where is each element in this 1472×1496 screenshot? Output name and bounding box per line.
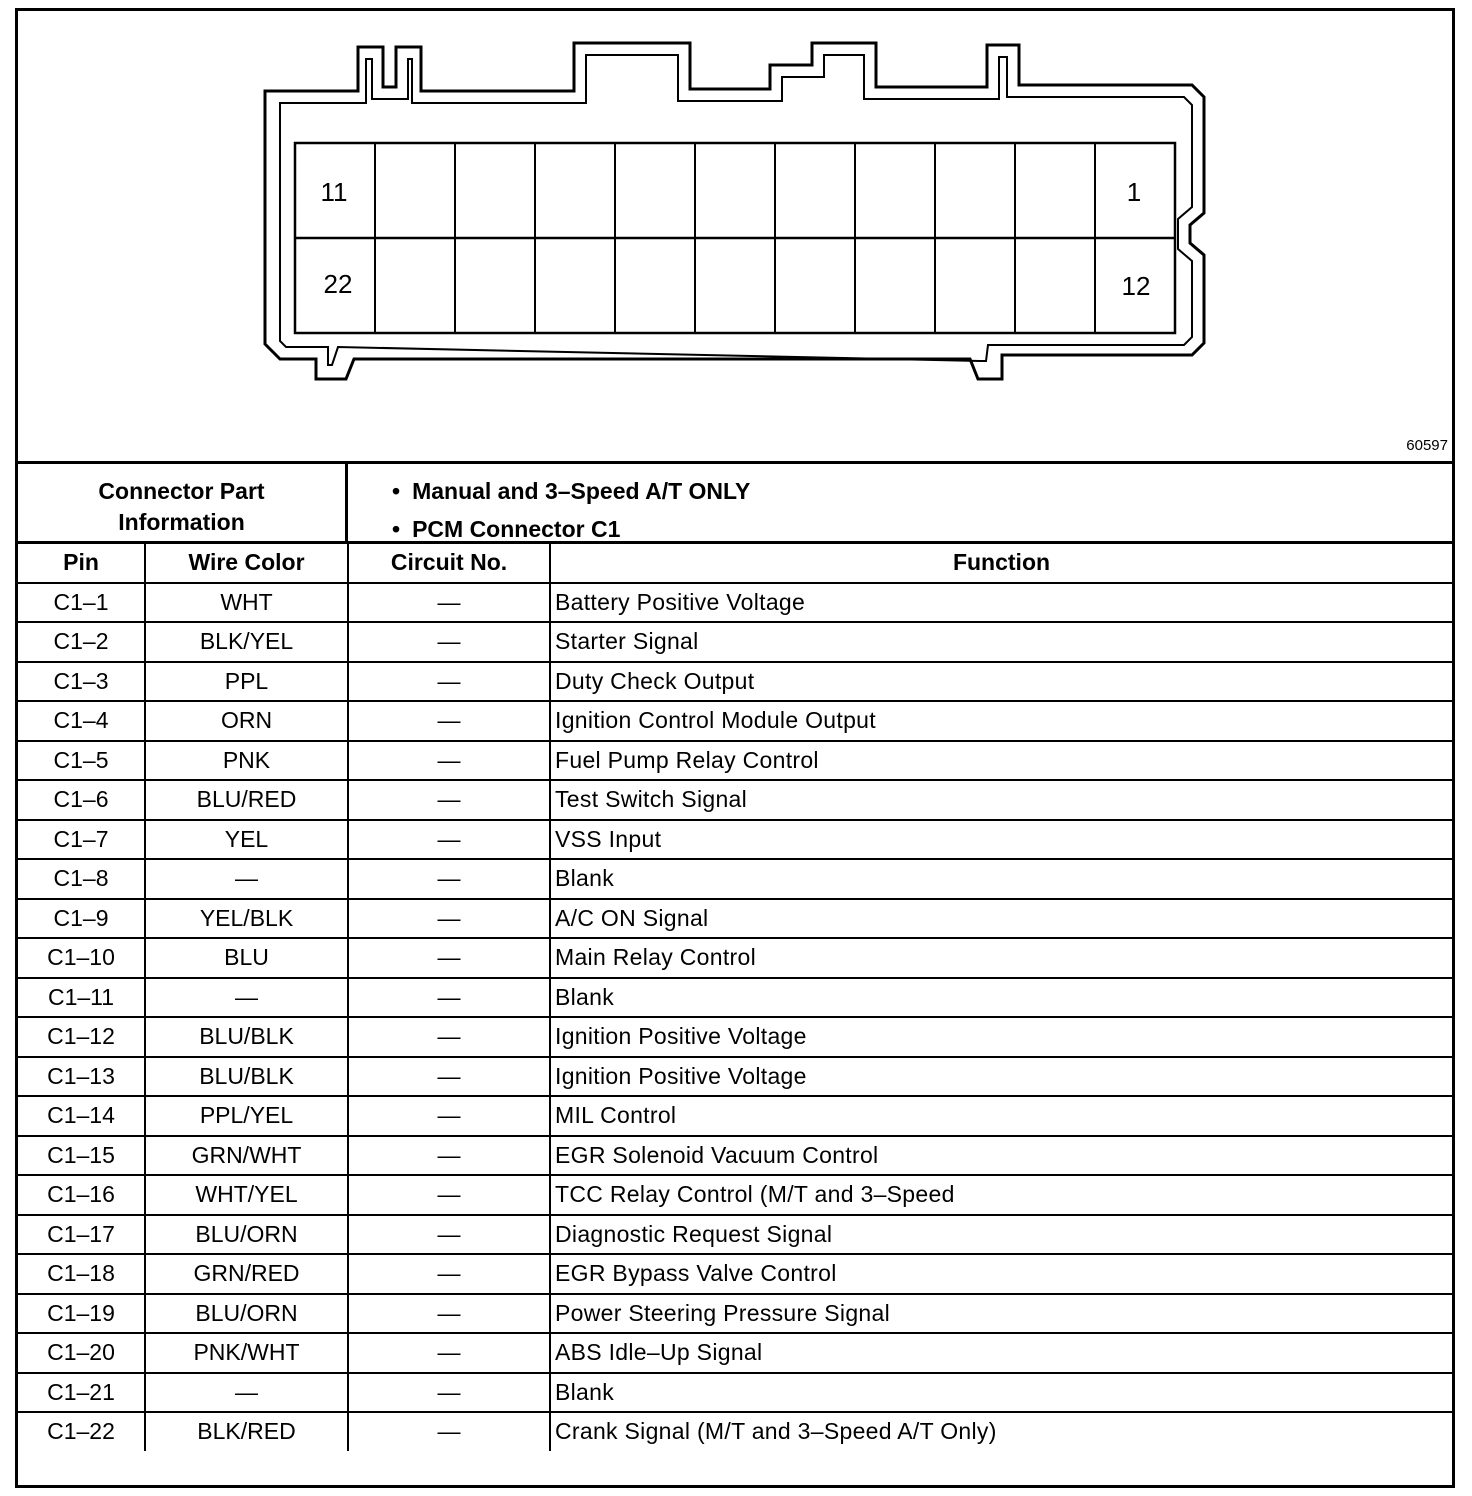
cell-pin: C1–18 xyxy=(18,1254,145,1294)
cell-function: Ignition Positive Voltage xyxy=(550,1057,1452,1097)
cell-wire-color: PNK xyxy=(145,741,348,781)
cell-function: Starter Signal xyxy=(550,622,1452,662)
table-row xyxy=(18,1057,1452,1097)
pin-label-11: 11 xyxy=(320,177,348,207)
pin-grid xyxy=(295,143,1175,333)
cell-pin: C1–3 xyxy=(18,662,145,702)
cell-function: Crank Signal (M/T and 3–Speed A/T Only) xyxy=(550,1412,1452,1451)
cell-wire-color: BLK/YEL xyxy=(145,622,348,662)
cell-wire-color: PPL/YEL xyxy=(145,1096,348,1136)
cell-circuit-no: — xyxy=(348,899,550,939)
cell-wire-color: WHT xyxy=(145,583,348,623)
table-row xyxy=(18,859,1452,899)
header-wire-color: Wire Color xyxy=(145,543,348,583)
table-row xyxy=(18,1136,1452,1176)
cell-function: Power Steering Pressure Signal xyxy=(550,1294,1452,1334)
cell-circuit-no: — xyxy=(348,701,550,741)
cell-pin: C1–14 xyxy=(18,1096,145,1136)
table-row xyxy=(18,1017,1452,1057)
cell-wire-color: WHT/YEL xyxy=(145,1175,348,1215)
cell-circuit-no: — xyxy=(348,978,550,1018)
table-row xyxy=(18,1254,1452,1294)
table-row xyxy=(18,1096,1452,1136)
cell-wire-color: — xyxy=(145,978,348,1018)
cell-circuit-no: — xyxy=(348,1254,550,1294)
cell-circuit-no: — xyxy=(348,741,550,781)
connector-part-info-label xyxy=(18,464,348,541)
cell-circuit-no: — xyxy=(348,1294,550,1334)
connector-diagram xyxy=(18,11,1452,461)
cell-circuit-no: — xyxy=(348,1412,550,1451)
cell-function: Main Relay Control xyxy=(550,938,1452,978)
cell-wire-color: GRN/RED xyxy=(145,1254,348,1294)
pin-label-12: 12 xyxy=(1121,271,1151,301)
cell-pin: C1–1 xyxy=(18,583,145,623)
cell-pin: C1–10 xyxy=(18,938,145,978)
cell-function: Fuel Pump Relay Control xyxy=(550,741,1452,781)
cell-pin: C1–4 xyxy=(18,701,145,741)
cell-wire-color: BLU/ORN xyxy=(145,1215,348,1255)
cell-wire-color: BLK/RED xyxy=(145,1412,348,1451)
table-row xyxy=(18,701,1452,741)
cell-wire-color: BLU xyxy=(145,938,348,978)
cell-function: EGR Bypass Valve Control xyxy=(550,1254,1452,1294)
cell-pin: C1–6 xyxy=(18,780,145,820)
cell-circuit-no: — xyxy=(348,820,550,860)
connector-housing-outer xyxy=(265,43,1204,379)
cell-function: EGR Solenoid Vacuum Control xyxy=(550,1136,1452,1176)
cell-circuit-no: — xyxy=(348,1057,550,1097)
cell-function: ABS Idle–Up Signal xyxy=(550,1333,1452,1373)
table-row xyxy=(18,583,1452,623)
table-row xyxy=(18,1373,1452,1413)
table-row xyxy=(18,938,1452,978)
cell-pin: C1–12 xyxy=(18,1017,145,1057)
cell-function: Diagnostic Request Signal xyxy=(550,1215,1452,1255)
connector-info xyxy=(18,461,1452,541)
bullet-item: • PCM Connector C1 xyxy=(392,510,1452,548)
figure-number: 60597 xyxy=(1406,437,1448,454)
table-row xyxy=(18,741,1452,781)
table-row xyxy=(18,1215,1452,1255)
cell-wire-color: GRN/WHT xyxy=(145,1136,348,1176)
cell-pin: C1–20 xyxy=(18,1333,145,1373)
cell-circuit-no: — xyxy=(348,662,550,702)
table-row xyxy=(18,780,1452,820)
cell-function: Ignition Positive Voltage xyxy=(550,1017,1452,1057)
cell-function: MIL Control xyxy=(550,1096,1452,1136)
table-row xyxy=(18,1294,1452,1334)
cell-pin: C1–7 xyxy=(18,820,145,860)
cell-pin: C1–21 xyxy=(18,1373,145,1413)
cell-pin: C1–9 xyxy=(18,899,145,939)
cell-wire-color: ORN xyxy=(145,701,348,741)
header-function: Function xyxy=(550,543,1452,583)
cell-function: Blank xyxy=(550,1373,1452,1413)
cell-circuit-no: — xyxy=(348,1136,550,1176)
cell-wire-color: YEL xyxy=(145,820,348,860)
table-row xyxy=(18,1175,1452,1215)
header-pin: Pin xyxy=(18,543,145,583)
connector-part-label-line2: Information xyxy=(118,509,245,535)
cell-pin: C1–19 xyxy=(18,1294,145,1334)
cell-circuit-no: — xyxy=(348,1017,550,1057)
cell-circuit-no: — xyxy=(348,780,550,820)
cell-wire-color: BLU/BLK xyxy=(145,1057,348,1097)
pin-label-22: 22 xyxy=(323,269,353,299)
cell-function: VSS Input xyxy=(550,820,1452,860)
cell-circuit-no: — xyxy=(348,938,550,978)
table-row xyxy=(18,978,1452,1018)
pin-label-1: 1 xyxy=(1126,177,1142,207)
connector-drawing xyxy=(18,11,1452,461)
connector-housing-inner xyxy=(280,55,1192,365)
connector-bullets xyxy=(348,464,1452,549)
cell-circuit-no: — xyxy=(348,1096,550,1136)
cell-wire-color: BLU/RED xyxy=(145,780,348,820)
cell-function: Duty Check Output xyxy=(550,662,1452,702)
cell-wire-color: BLU/ORN xyxy=(145,1294,348,1334)
cell-wire-color: YEL/BLK xyxy=(145,899,348,939)
cell-pin: C1–5 xyxy=(18,741,145,781)
table-row xyxy=(18,1333,1452,1373)
cell-pin: C1–17 xyxy=(18,1215,145,1255)
cell-circuit-no: — xyxy=(348,1175,550,1215)
cell-circuit-no: — xyxy=(348,583,550,623)
bullet-item: • Manual and 3–Speed A/T ONLY xyxy=(392,472,1452,510)
connector-sheet xyxy=(15,8,1455,1488)
cell-pin: C1–11 xyxy=(18,978,145,1018)
table-header-row xyxy=(18,543,1452,583)
cell-circuit-no: — xyxy=(348,1215,550,1255)
cell-wire-color: — xyxy=(145,859,348,899)
pin-table xyxy=(18,541,1452,1451)
cell-pin: C1–16 xyxy=(18,1175,145,1215)
cell-pin: C1–8 xyxy=(18,859,145,899)
cell-function: Test Switch Signal xyxy=(550,780,1452,820)
cell-function: A/C ON Signal xyxy=(550,899,1452,939)
cell-wire-color: PPL xyxy=(145,662,348,702)
cell-circuit-no: — xyxy=(348,1373,550,1413)
cell-pin: C1–13 xyxy=(18,1057,145,1097)
cell-wire-color: — xyxy=(145,1373,348,1413)
cell-pin: C1–2 xyxy=(18,622,145,662)
cell-function: TCC Relay Control (M/T and 3–Speed xyxy=(550,1175,1452,1215)
cell-function: Blank xyxy=(550,978,1452,1018)
cell-function: Battery Positive Voltage xyxy=(550,583,1452,623)
cell-wire-color: PNK/WHT xyxy=(145,1333,348,1373)
cell-circuit-no: — xyxy=(348,1333,550,1373)
table-row xyxy=(18,820,1452,860)
table-row xyxy=(18,662,1452,702)
cell-pin: C1–22 xyxy=(18,1412,145,1451)
cell-circuit-no: — xyxy=(348,622,550,662)
cell-function: Ignition Control Module Output xyxy=(550,701,1452,741)
table-row xyxy=(18,1412,1452,1451)
connector-part-label-line1: Connector Part xyxy=(98,478,265,504)
cell-pin: C1–15 xyxy=(18,1136,145,1176)
cell-circuit-no: — xyxy=(348,859,550,899)
table-row xyxy=(18,899,1452,939)
cell-function: Blank xyxy=(550,859,1452,899)
header-circuit-no: Circuit No. xyxy=(348,543,550,583)
cell-wire-color: BLU/BLK xyxy=(145,1017,348,1057)
table-row xyxy=(18,622,1452,662)
